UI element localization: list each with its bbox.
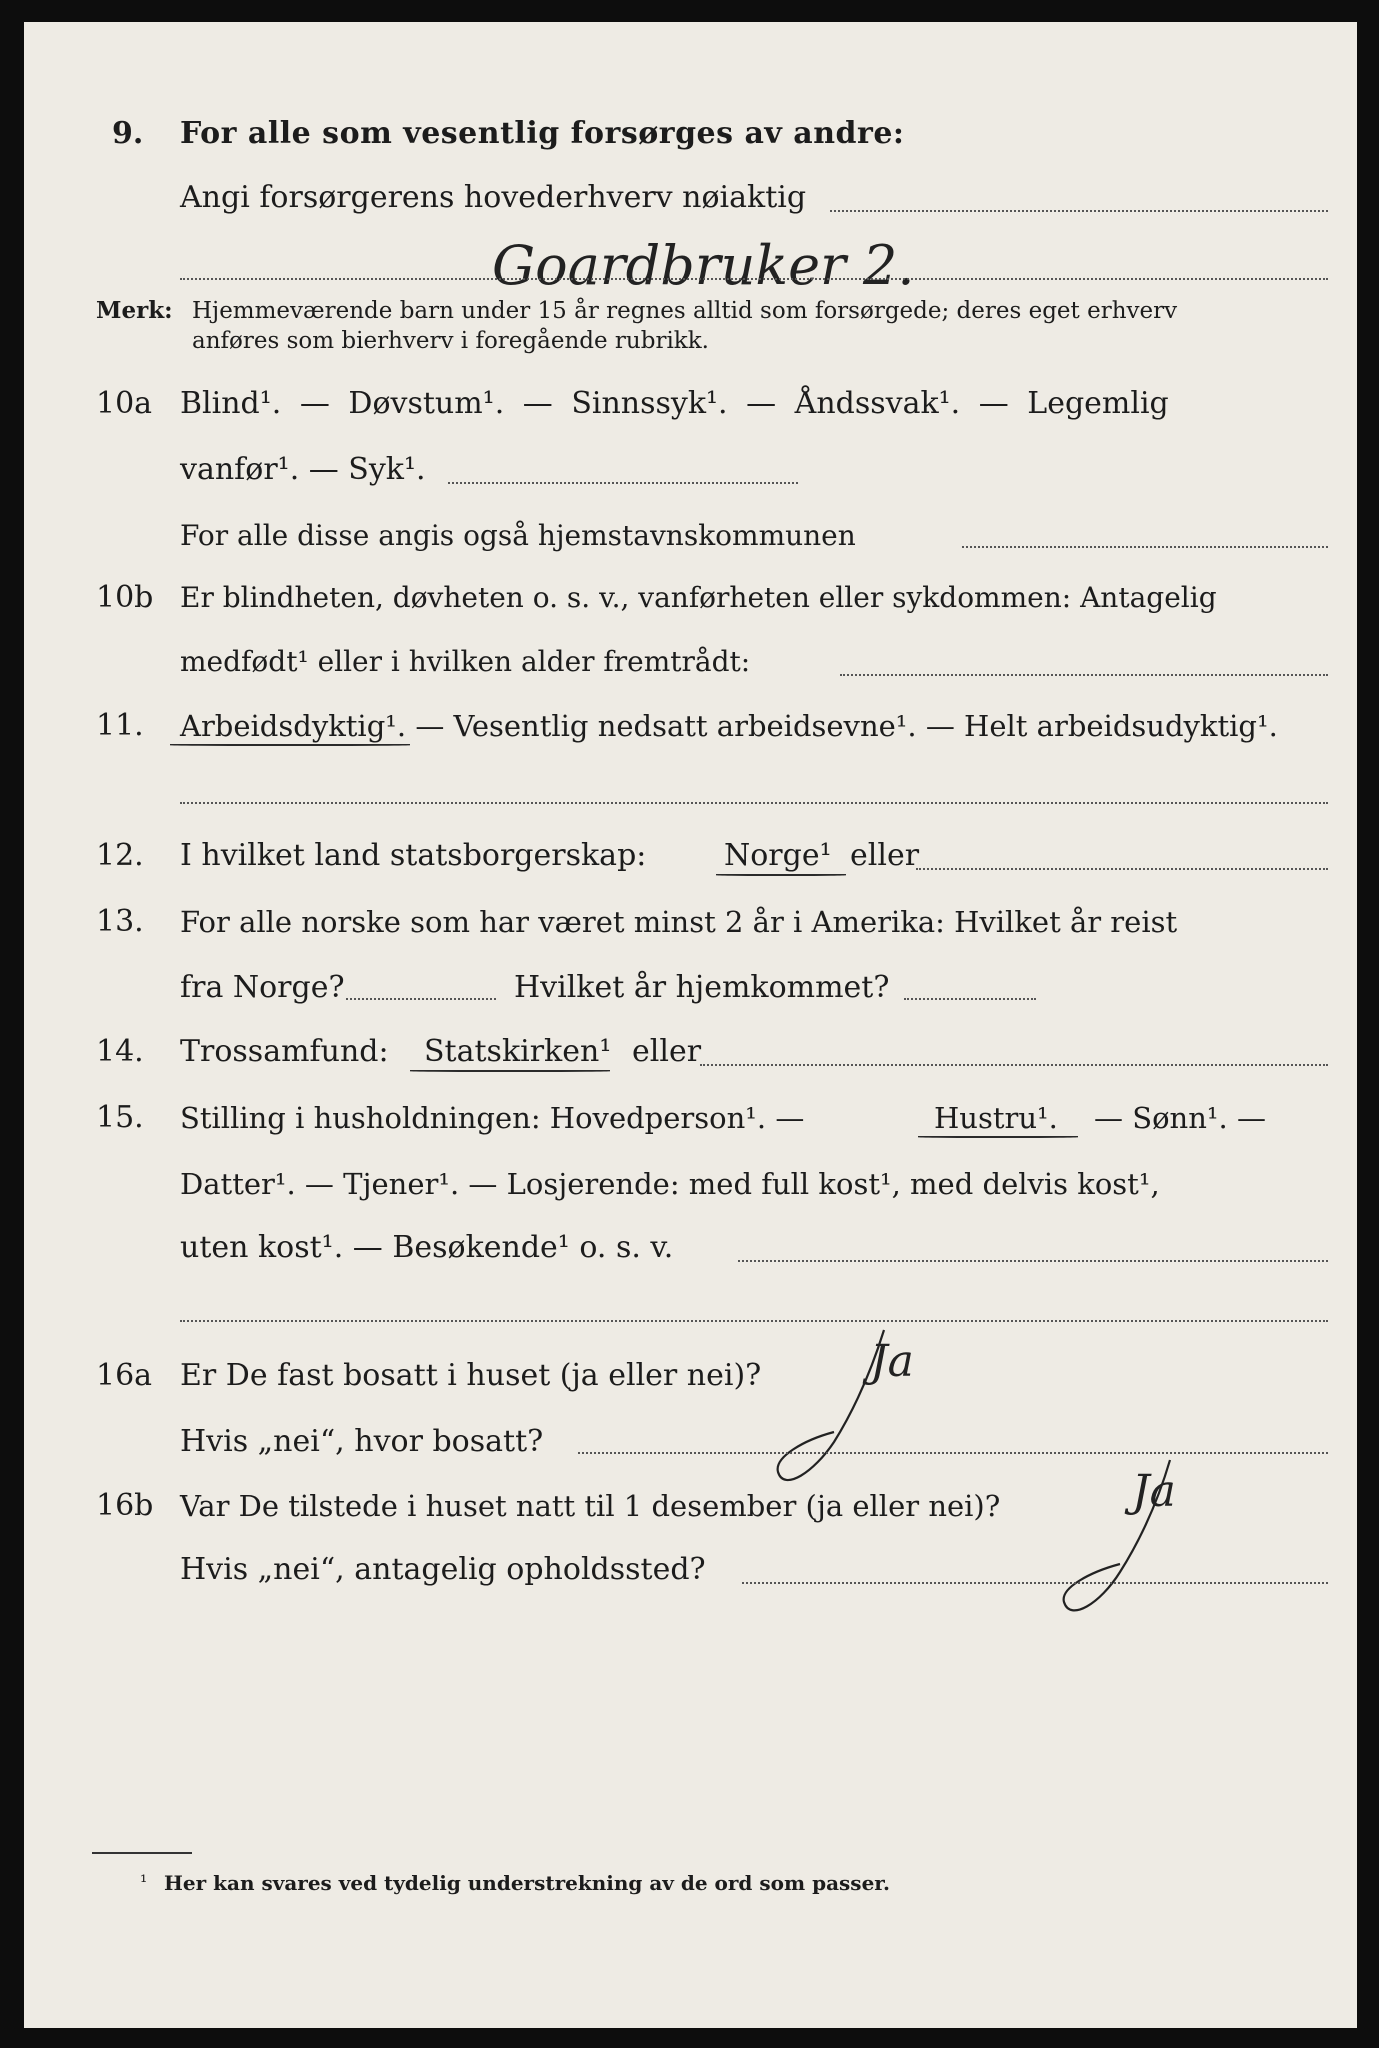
q14-underline-statskirken — [410, 1070, 610, 1072]
q15-line1c: — Sønn¹. — — [1094, 1101, 1266, 1135]
q16a-handwritten-answer: Ja — [870, 1336, 914, 1387]
q15-dotted-line — [738, 1260, 1328, 1262]
q14-line1b-statskirken: Statskirken¹ — [424, 1034, 612, 1069]
q9-line1: Angi forsørgerens hovederhverv nøiaktig — [180, 180, 807, 215]
census-form-page — [24, 22, 1357, 2028]
q15-extra-line — [180, 1320, 1328, 1322]
q13-hjemkommet-line — [904, 998, 1036, 1000]
q9-answer-line — [180, 278, 1328, 280]
q10a-hjemstavn-line — [962, 546, 1328, 548]
q14-line1c: eller — [632, 1034, 702, 1069]
q13-line1: For alle norske som har været minst 2 år i Amerika: Hvilket år reist — [180, 905, 1178, 939]
q13-line2a: fra Norge? — [180, 970, 345, 1005]
footnote-rule — [92, 1852, 192, 1854]
q11-line1: Arbeidsdyktig¹. — Vesentlig nedsatt arbeidsevne¹. — Helt arbeidsudyktig¹. — [180, 709, 1278, 743]
q15-underline-hustru — [918, 1136, 1078, 1138]
question-number-11: 11. — [96, 708, 144, 743]
q14-dotted-line — [700, 1064, 1328, 1066]
question-number-16b: 16b — [96, 1488, 154, 1523]
q10a-line2: vanfør¹. — Syk¹. — [180, 452, 426, 487]
q10b-line2: medfødt¹ eller i hvilken alder fremtrådt: — [180, 645, 751, 678]
q16a-dotted-line — [578, 1452, 1328, 1454]
q16b-ink-stroke — [1044, 1454, 1184, 1624]
q13-reist-line — [346, 998, 496, 1000]
q12-line1c: eller — [850, 838, 920, 873]
question-number-12: 12. — [96, 838, 144, 873]
question-number-10a: 10a — [96, 386, 153, 421]
q12-line1b-norge: Norge¹ — [724, 838, 832, 873]
q14-line1a: Trossamfund: — [180, 1034, 389, 1069]
q10a-line1: Blind¹. — Døvstum¹. — Sinnssyk¹. — Åndssvak¹. — Legemlig — [180, 386, 1169, 421]
q12-line1a: I hvilket land statsborgerskap: — [180, 838, 647, 873]
merk-line1: Hjemmeværende barn under 15 år regnes alltid som forsørgede; deres eget erhverv — [192, 298, 1178, 324]
q15-line3: uten kost¹. — Besøkende¹ o. s. v. — [180, 1230, 674, 1265]
question-number-13: 13. — [96, 904, 144, 939]
q11-underline-arbeidsdyktig — [170, 744, 410, 746]
q15-line2: Datter¹. — Tjener¹. — Losjerende: med full kost¹, med delvis kost¹, — [180, 1167, 1160, 1201]
q12-underline-norge — [716, 874, 846, 876]
q13-line2b: Hvilket år hjemkommet? — [514, 970, 890, 1005]
q9-dotted-line — [830, 210, 1328, 212]
q16b-dotted-line — [742, 1582, 1328, 1584]
q12-dotted-line — [916, 868, 1328, 870]
q16b-line2: Hvis „nei“, antagelig opholdssted? — [180, 1552, 706, 1587]
q16a-line2: Hvis „nei“, hvor bosatt? — [180, 1424, 544, 1459]
q10a-syk-line — [448, 482, 798, 484]
q16a-line1: Er De fast bosatt i huset (ja eller nei)? — [180, 1358, 762, 1393]
q9-title: For alle som vesentlig forsørges av andre: — [180, 116, 905, 151]
merk-line2: anføres som bierhverv i foregående rubrikk. — [192, 328, 709, 354]
footnote-text: Her kan svares ved tydelig understrekning av de ord som passer. — [164, 1871, 890, 1895]
q9-handwritten-answer: Goardbruker 2. — [492, 234, 915, 297]
q16a-ink-stroke — [764, 1322, 904, 1492]
question-number-15: 15. — [96, 1100, 144, 1135]
q16b-handwritten-answer: Ja — [1132, 1466, 1176, 1517]
question-number-10b: 10b — [96, 580, 154, 615]
q10b-line1: Er blindheten, døvheten o. s. v., vanførheten eller sykdommen: Antagelig — [180, 581, 1217, 614]
question-number-16a: 16a — [96, 1358, 153, 1393]
question-number-9: 9. — [112, 116, 144, 151]
q16b-line1: Var De tilstede i huset natt til 1 desember (ja eller nei)? — [180, 1489, 1001, 1523]
q10a-line3: For alle disse angis også hjemstavnskommunen — [180, 519, 856, 552]
question-number-14: 14. — [96, 1034, 144, 1069]
q15-line1b-hustru: Hustru¹. — [934, 1101, 1058, 1135]
q10b-dotted-line — [840, 674, 1328, 676]
merk-label: Merk: — [96, 297, 173, 324]
footnote-mark: ¹ — [140, 1872, 148, 1893]
q11-dotted-line — [180, 802, 1328, 804]
q15-line1a: Stilling i husholdningen: Hovedperson¹. — — [180, 1101, 805, 1135]
